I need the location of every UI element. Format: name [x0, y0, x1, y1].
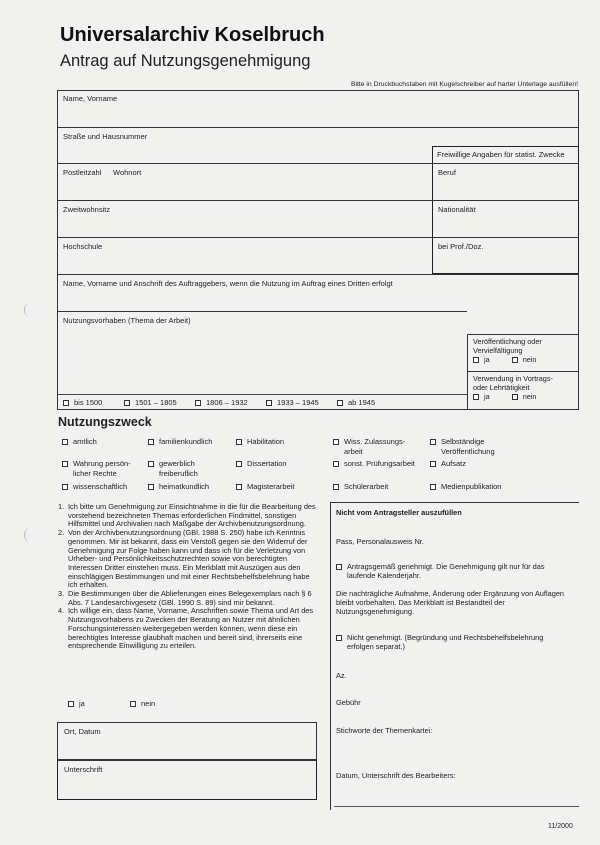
- checkbox-icon: [430, 484, 436, 490]
- file-number-label: Az.: [336, 671, 347, 680]
- street-label: Straße und Hausnummer: [63, 132, 148, 141]
- purpose-checkbox[interactable]: Dissertation: [236, 459, 309, 469]
- publication-box: [467, 334, 579, 372]
- checkbox-icon: [62, 439, 68, 445]
- name-field[interactable]: [57, 90, 579, 127]
- declaration-item: 1. Ich bitte um Genehmigung zur Einsichtnahme in die für die Bearbeitung des vorstehend bezeichneten Themas erforderlichen Findmittel, sonstigen Hilfsmittel und Archivalien nach Maßgabe der Archivbenutzungsordnung.: [58, 502, 316, 529]
- office-header: Nicht vom Antragsteller auszufüllen: [336, 508, 462, 517]
- project-field[interactable]: [57, 311, 467, 394]
- professor-field[interactable]: [432, 237, 579, 274]
- checkbox-icon: [148, 439, 154, 445]
- clerk-signature-label: Datum, Unterschrift des Bearbeiters:: [336, 771, 456, 780]
- second-residence-label: Zweitwohnsitz: [63, 205, 111, 214]
- checkbox-icon: [62, 461, 68, 467]
- purpose-checkbox[interactable]: Aufsatz: [430, 459, 521, 469]
- checkbox-icon: [148, 484, 154, 490]
- checkbox-icon: [236, 484, 242, 490]
- checkbox-icon: [333, 484, 339, 490]
- reservation-text: Die nachträgliche Aufnahme, Änderung oder Ergänzung von Auflagen bleibt vorbehalten. Das Merkblatt ist Bestandteil der Nutzungsgenehmigung.: [336, 589, 565, 616]
- nationality-field[interactable]: [432, 200, 579, 237]
- place-date-field[interactable]: [57, 722, 317, 760]
- client-label: Name, Vorname und Anschrift des Auftraggebers, wenn die Nutzung im Auftrag eines Dritten erfolgt: [63, 279, 393, 288]
- period-checkbox[interactable]: 1806 – 1932: [195, 398, 248, 408]
- job-label: Beruf: [438, 168, 456, 177]
- statistics-header: Freiwillige Angaben für statist. Zwecke: [437, 150, 565, 159]
- purpose-checkbox[interactable]: Schülerarbeit: [333, 482, 416, 492]
- lecture-yes-checkbox[interactable]: ja: [473, 392, 490, 401]
- signature-field[interactable]: [57, 760, 317, 800]
- postal-label: Postleitzahl: [63, 168, 102, 177]
- purpose-checkbox[interactable]: Wahrung persön- licher Rechte: [62, 459, 135, 478]
- declarations-list: [58, 503, 320, 651]
- purpose-checkbox[interactable]: heimatkundlich: [148, 482, 221, 492]
- punch-hole-mark: [24, 303, 36, 317]
- publication-label: Veröffentlichung oder Vervielfältigung: [473, 337, 542, 355]
- office-use-box: [330, 502, 579, 810]
- purpose-checkbox[interactable]: amtlich: [62, 437, 135, 447]
- job-field[interactable]: [432, 163, 579, 200]
- period-checkbox[interactable]: 1501 – 1805: [124, 398, 177, 408]
- punch-hole-mark: [24, 528, 36, 542]
- signature-label: Unterschrift: [64, 765, 103, 774]
- client-field[interactable]: [57, 274, 579, 311]
- period-checkbox[interactable]: ab 1945: [337, 398, 375, 408]
- purpose-checkbox[interactable]: Wiss. Zulassungs- arbeit: [333, 437, 416, 456]
- project-label: Nutzungsvorhaben (Thema der Arbeit): [63, 316, 191, 325]
- keywords-label: Stichworte der Themenkartei:: [336, 726, 433, 735]
- purpose-checkbox[interactable]: Magisterarbeit: [236, 482, 309, 492]
- passport-label: Pass, Personalausweis Nr.: [336, 537, 424, 546]
- checkbox-icon: [430, 461, 436, 467]
- checkbox-icon: [236, 439, 242, 445]
- checkbox-icon: [333, 461, 339, 467]
- publication-no-checkbox[interactable]: nein: [512, 355, 537, 364]
- form-version: 11/2000: [548, 823, 573, 830]
- nationality-label: Nationalität: [438, 205, 476, 214]
- fee-label: Gebühr: [336, 698, 361, 707]
- place-date-label: Ort, Datum: [64, 727, 101, 736]
- checkbox-icon: [430, 439, 436, 445]
- declaration-item: 4. Ich willige ein, dass Name, Vorname, Anschriften sowie Thema und Art des Nutzungsvorhabens zu Zwecken der Beratung an Nutzer mit ähnlichen Forschungsinteressen weitergegeben werden können, wenn diese ein berechtigtes Interesse glaubhaft machen und bereit sind, ihrerseits eine entsprechende Einwilligung zu erteilen.: [58, 606, 314, 651]
- archive-title: Universalarchiv Koselbruch: [60, 24, 325, 46]
- rejected-checkbox[interactable]: Nicht genehmigt. (Begründung und Rechtsbehelfsbelehrung erfolgen separat.): [336, 634, 571, 652]
- period-checkbox[interactable]: bis 1500: [63, 398, 102, 408]
- form-title: Antrag auf Nutzungsgenehmigung: [60, 52, 311, 70]
- publication-yes-checkbox[interactable]: ja: [473, 355, 490, 364]
- university-field[interactable]: [57, 237, 432, 274]
- purpose-checkbox[interactable]: Habilitation: [236, 437, 309, 447]
- purpose-checkbox[interactable]: gewerblich freiberuflich: [148, 459, 221, 478]
- declaration-item: 3. Die Bestimmungen über die Ablieferungen eines Belegexemplars nach § 6 Abs. 7 Landesarchivgesetz (GBl. 1990 S. 89) sind mir bekannt.: [58, 589, 312, 607]
- period-checkbox[interactable]: 1933 – 1945: [266, 398, 319, 408]
- consent-no-checkbox[interactable]: nein: [130, 699, 155, 709]
- purpose-checkbox[interactable]: sonst. Prüfungsarbeit: [333, 459, 416, 469]
- clerk-signature-line: [334, 806, 579, 807]
- purpose-checkbox[interactable]: familienkundlich: [148, 437, 221, 447]
- checkbox-icon: [236, 461, 242, 467]
- professor-label: bei Prof./Doz.: [438, 242, 484, 251]
- checkbox-icon: [62, 484, 68, 490]
- checkbox-icon: [333, 439, 339, 445]
- lecture-box: [467, 372, 579, 410]
- lecture-no-checkbox[interactable]: nein: [512, 392, 537, 401]
- purpose-heading: Nutzungszweck: [58, 415, 152, 429]
- purpose-checkbox[interactable]: Medienpublikation: [430, 482, 521, 492]
- second-residence-field[interactable]: [57, 200, 432, 237]
- purpose-checkbox[interactable]: Selbständige Veröffentlichung: [430, 437, 521, 456]
- purpose-checkbox[interactable]: wissenschaftlich: [62, 482, 135, 492]
- lecture-label: Verwendung in Vortrags- oder Lehrtätigkeit: [473, 374, 553, 392]
- university-label: Hochschule: [63, 242, 103, 251]
- checkbox-icon: [148, 461, 154, 467]
- consent-yes-checkbox[interactable]: ja: [68, 699, 85, 709]
- period-row: [57, 394, 467, 410]
- approved-checkbox[interactable]: Antragsgemäß genehmigt. Die Genehmigung gilt nur für das laufende Kalenderjahr.: [336, 563, 571, 581]
- fill-instruction: Bitte in Druckbuchstaben mit Kugelschreiber auf harter Unterlage ausfüllen!: [350, 81, 578, 88]
- postal-city-field[interactable]: [57, 163, 432, 200]
- city-label: Wohnort: [113, 168, 142, 177]
- name-label: Name, Vorname: [63, 94, 118, 103]
- declaration-item: 2. Von der Archivbenutzungsordnung (GBl. 1988 S. 250) habe ich Kenntnis genommen. Mir ist bekannt, dass ein Verstoß gegen sie den Widerruf der Genehmigung zur Folge haben kann und dass ich für die Verletzung von Urheber- und Persönlichkeitsschutzrechten sowie von berechtigten Interessen Dritter einstehen muss. Ein Merkblatt mit Auszügen aus den einschlägigen Bestimmungen und mit einer Rechtsbehelfsbelehrung habe ich erhalten.: [58, 528, 310, 590]
